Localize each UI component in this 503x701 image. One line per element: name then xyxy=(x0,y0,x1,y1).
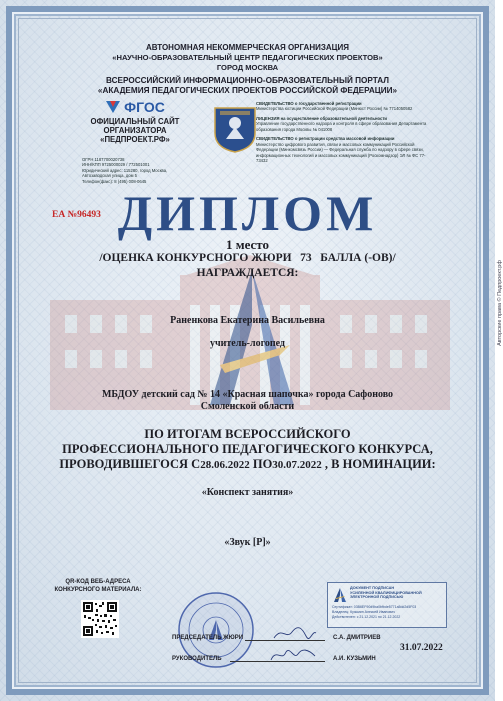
head-label: РУКОВОДИТЕЛЬ xyxy=(172,656,222,662)
diploma-number: ЕА №96493 xyxy=(52,210,101,220)
cert-title: СВИДЕТЕЛЬСТВО о государственной регистрации xyxy=(256,101,362,106)
ecert-title-2: УСИЛЕННОЙ КВАЛИФИЦИРОВАННОЙ xyxy=(350,590,422,595)
recipient-name: Раненкова Екатерина Васильевна xyxy=(170,315,325,326)
fgos-logo xyxy=(70,99,200,115)
qr-code-icon[interactable] xyxy=(81,600,119,638)
org-line-1: АВТОНОМНАЯ НЕКОММЕРЧЕСКАЯ ОРГАНИЗАЦИЯ xyxy=(146,43,349,52)
recipient-position: учитель-логопед xyxy=(209,338,285,349)
results-line-3 xyxy=(0,457,495,472)
portal-line-2: «АКАДЕМИЯ ПЕДАГОГИЧЕСКИХ ПРОЕКТОВ РОССИЙСКОЙ ФЕДЕРАЦИИ» xyxy=(97,86,398,95)
detail-line: Телефон(факс): 8 (495) 008-0645 xyxy=(82,178,147,184)
results-mid: ПО xyxy=(252,457,273,471)
recipient-org-line-2: Смоленской области xyxy=(200,401,295,412)
detail-line: Автозаводская улица, дом 5 xyxy=(82,173,137,179)
cert-item xyxy=(256,101,436,112)
chair-signature xyxy=(272,624,318,642)
date-to: 30.07.2022 xyxy=(272,459,322,471)
site-line-2: ОРГАНИЗАТОРА xyxy=(103,125,167,135)
fgos-logo-text: ФГОС xyxy=(124,99,165,115)
detail-line: ОГРН 1187700020738 xyxy=(82,157,125,162)
qr-label-line-2: КОНКУРСНОГО МАТЕРИАЛА: xyxy=(54,586,142,593)
copyright-side-text: Авторские права © Педпроект.рф xyxy=(497,260,503,346)
diploma-title: ДИПЛОМ xyxy=(117,185,378,241)
recipient-org-line-1: МБДОУ детский сад № 14 «Красная шапочка» города Сафоново xyxy=(101,389,394,400)
cert-title: СВИДЕТЕЛЬСТВО о регистрации средства массовой информации xyxy=(256,136,395,142)
qr-label-line-1: QR-КОД ВЕБ-АДРЕСА xyxy=(65,579,131,585)
date-from: 28.06.2022 xyxy=(200,459,250,471)
chair-name: С.А. ДМИТРИЕВ xyxy=(333,635,381,641)
cert-title: ЛИЦЕНЗИЯ на осуществление образовательной деятельности xyxy=(256,115,387,121)
cert-text: Министерство цифрового развития, связи и массовых коммуникаций Российской Федерации (Минкомсвязь России) — Федеральная служба по надзору в сфере связи, информационных технологий и массовых коммуникаций (Роскомнадзор) ЭЛ № ФС 77-73432 xyxy=(256,141,426,164)
fgos-details xyxy=(82,157,202,184)
results-line-2: ПРОФЕССИОНАЛЬНОГО ПЕДАГОГИЧЕСКОГО КОНКУРСА, xyxy=(62,442,433,456)
chair-label: ПРЕДСЕДАТЕЛЬ ЖЮРИ xyxy=(172,635,244,641)
awarded-label: НАГРАЖДАЕТСЯ: xyxy=(196,267,299,279)
issue-date: 31.07.2022 xyxy=(400,643,443,653)
results-suffix: , В НОМИНАЦИИ: xyxy=(324,457,436,471)
moscow-emblem-icon xyxy=(210,103,260,153)
ecert-owner: Владелец: Кузьмин Алексей Иванович xyxy=(332,610,395,615)
e-signature-stamp xyxy=(327,582,447,628)
fgos-block xyxy=(70,99,200,145)
cert-item xyxy=(256,116,436,132)
fgos-emblem-icon xyxy=(105,100,121,114)
results-line-1: ПО ИТОГАМ ВСЕРОССИЙСКОГО xyxy=(144,427,351,441)
org-line-3: ГОРОД МОСКВА xyxy=(216,63,279,72)
score-line: /ОЦЕНКА КОНКУРСНОГО ЖЮРИ 73 БАЛЛА (-ОВ)/ xyxy=(99,252,396,264)
ecert-valid: Действителен: с 21.12.2021 по 21.12.2022 xyxy=(332,615,401,620)
portal-line-1: ВСЕРОССИЙСКИЙ ИНФОРМАЦИОННО-ОБРАЗОВАТЕЛЬНЫЙ ПОРТАЛ xyxy=(106,76,389,85)
cert-text: Министерства юстиции Российской Федерации (Минюст России) № 7714050582 xyxy=(256,106,413,112)
qr-label xyxy=(48,579,148,594)
detail-line: Юридический адрес: 115280, город Москва, xyxy=(82,167,168,173)
nomination: «Конспект занятия» xyxy=(201,487,294,498)
cert-list xyxy=(256,101,436,164)
head-signature xyxy=(268,644,318,664)
place: 1 место xyxy=(225,237,270,252)
cert-text: Управление государственного надзора и контроля в сфере образования Департамента образования города Москвы № 041008 xyxy=(256,121,427,132)
work-title: «Звук [Р]» xyxy=(224,537,271,548)
site-line-1: ОФИЦИАЛЬНЫЙ САЙТ xyxy=(90,117,180,126)
detail-line: ИНН/КПП 9725000029 / 772501001 xyxy=(82,162,150,168)
cert-item xyxy=(256,136,436,163)
ecert-title-3: ЭЛЕКТРОННОЙ ПОДПИСЬЮ xyxy=(350,595,404,600)
ecert-title-1: ДОКУМЕНТ ПОДПИСАН xyxy=(350,586,395,590)
site-line-3[interactable]: «ПЕДПРОЕКТ.РФ» xyxy=(100,134,170,144)
results-prefix: ПРОВОДИВШЕГОСЯ С xyxy=(59,457,201,471)
signature-logo-icon xyxy=(332,587,348,603)
org-line-2: «НАУЧНО-ОБРАЗОВАТЕЛЬНЫЙ ЦЕНТР ПЕДАГОГИЧЕСКИХ ПРОЕКТОВ» xyxy=(112,53,383,62)
head-name: А.И. КУЗЬМИН xyxy=(333,656,376,662)
ecert-cert: Сертификат: 03B6EF90d9ba0bfbde5771a5dd2d5F03 xyxy=(332,605,417,609)
